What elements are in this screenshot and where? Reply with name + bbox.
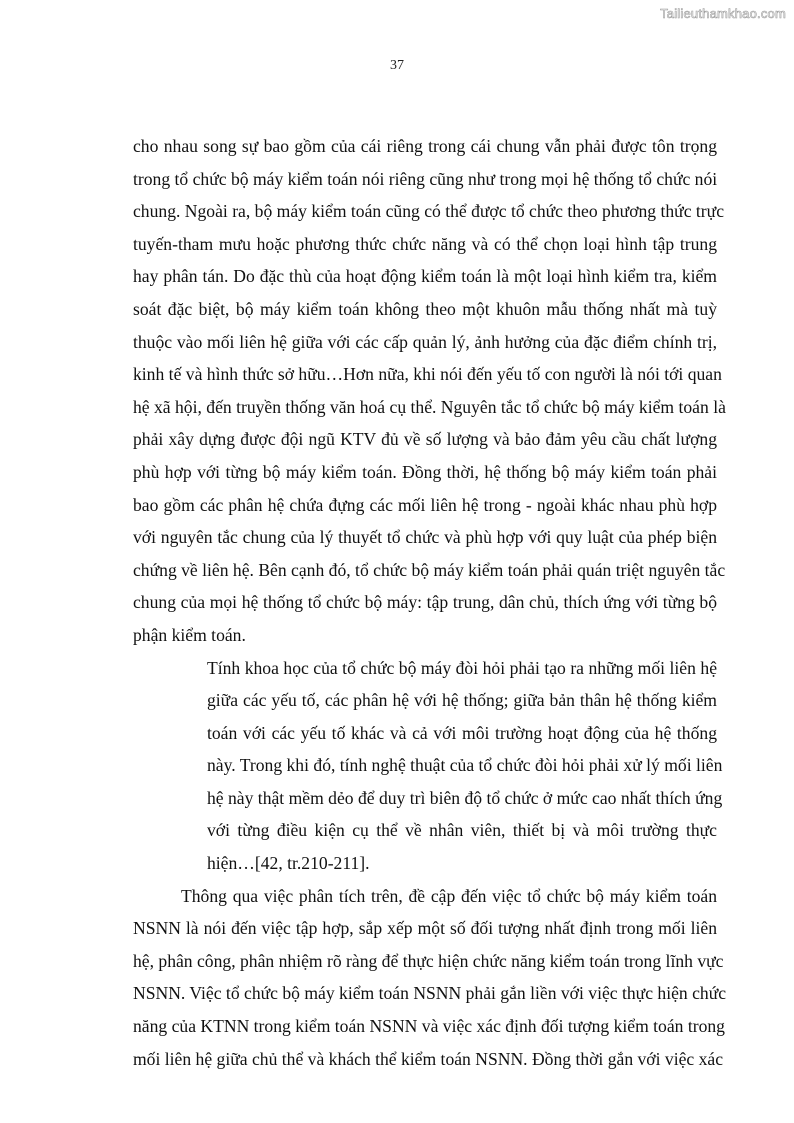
quote-line: Tính khoa học của tổ chức bộ máy đòi hỏi phải tạo ra những mối liên hệ xyxy=(207,657,717,678)
text-line: năng của KTNN trong kiểm toán NSNN và việc xác định đối tượng kiểm toán trong xyxy=(133,1016,725,1037)
quote-line: này. Trong khi đó, tính nghệ thuật của tổ chức đòi hỏi phải xử lý mối liên xyxy=(207,755,723,776)
quote-line: với từng điều kiện cụ thể về nhân viên, thiết bị và môi trường thực xyxy=(207,820,717,841)
paragraph-body xyxy=(133,880,727,1076)
text-line: bao gồm các phân hệ chứa đựng các mối liên hệ trong - ngoài khác nhau phù hợp xyxy=(133,494,717,515)
text-line: chung. Ngoài ra, bộ máy kiểm toán cũng có thể được tổ chức theo phương thức trực xyxy=(133,201,725,222)
text-line: mối liên hệ giữa chủ thể và khách thể kiểm toán NSNN. Đồng thời gắn với việc xác xyxy=(133,1048,724,1069)
document-body xyxy=(133,130,727,1075)
text-line: hệ xã hội, đến truyền thống văn hoá cụ thể. Nguyên tắc tổ chức bộ máy kiểm toán là xyxy=(133,396,726,417)
page-number: 37 xyxy=(390,58,404,73)
text-line: soát đặc biệt, bộ máy kiểm toán không theo một khuôn mẫu thống nhất mà tuỳ xyxy=(133,298,717,319)
text-line: phù hợp với từng bộ máy kiểm toán. Đồng thời, hệ thống bộ máy kiểm toán phải xyxy=(133,461,717,482)
text-line: NSNN. Việc tổ chức bộ máy kiểm toán NSNN phải gắn liền với việc thực hiện chức xyxy=(133,983,727,1004)
paragraph-body xyxy=(133,130,726,652)
quote-line: hiện…[42, tr.210-211]. xyxy=(207,853,370,874)
text-line: trong tổ chức bộ máy kiểm toán nói riêng cũng như trong mọi hệ thống tổ chức nói xyxy=(133,168,718,189)
text-line: phải xây dựng được đội ngũ KTV đủ về số lượng và bảo đảm yêu cầu chất lượng xyxy=(133,429,717,450)
text-line: với nguyên tắc chung của lý thuyết tổ chức và phù hợp với quy luật của phép biện xyxy=(133,527,717,548)
block-quote xyxy=(133,652,723,880)
text-line: chung của mọi hệ thống tổ chức bộ máy: tập trung, dân chủ, thích ứng với từng bộ xyxy=(133,592,717,613)
text-line: chứng về liên hệ. Bên cạnh đó, tổ chức bộ máy kiểm toán phải quán triệt nguyên tắc xyxy=(133,559,726,580)
quote-line: toán với các yếu tố khác và cả với môi trường hoạt động của hệ thống xyxy=(207,722,717,743)
quote-line: hệ này thật mềm dẻo để duy trì biên độ tổ chức ở mức cao nhất thích ứng xyxy=(207,787,723,808)
watermark: Tailieuthamkhao.com xyxy=(660,6,786,21)
text-line: hệ, phân công, phân nhiệm rõ ràng để thực hiện chức năng kiểm toán trong lĩnh vực xyxy=(133,950,724,971)
text-line: tuyến-tham mưu hoặc phương thức chức năng và có thể chọn loại hình tập trung xyxy=(133,233,717,254)
quote-line: giữa các yếu tố, các phân hệ với hệ thống; giữa bản thân hệ thống kiểm xyxy=(207,690,717,711)
text-line: NSNN là nói đến việc tập hợp, sắp xếp một số đối tượng nhất định trong mối liên xyxy=(133,918,717,939)
text-line: kinh tế và hình thức sở hữu…Hơn nữa, khi nói đến yếu tố con người là nói tới quan xyxy=(133,364,722,385)
text-line: hay phân tán. Do đặc thù của hoạt động kiểm toán là một loại hình kiểm tra, kiểm xyxy=(133,266,717,287)
text-line: thuộc vào mối liên hệ giữa với các cấp quản lý, ảnh hưởng của đặc điểm chính trị, xyxy=(133,331,717,352)
text-line: Thông qua việc phân tích trên, đề cập đến việc tổ chức bộ máy kiểm toán xyxy=(181,885,717,906)
text-line: cho nhau song sự bao gồm của cái riêng trong cái chung vẫn phải được tôn trọng xyxy=(133,136,717,156)
text-line: phận kiểm toán. xyxy=(133,624,246,645)
